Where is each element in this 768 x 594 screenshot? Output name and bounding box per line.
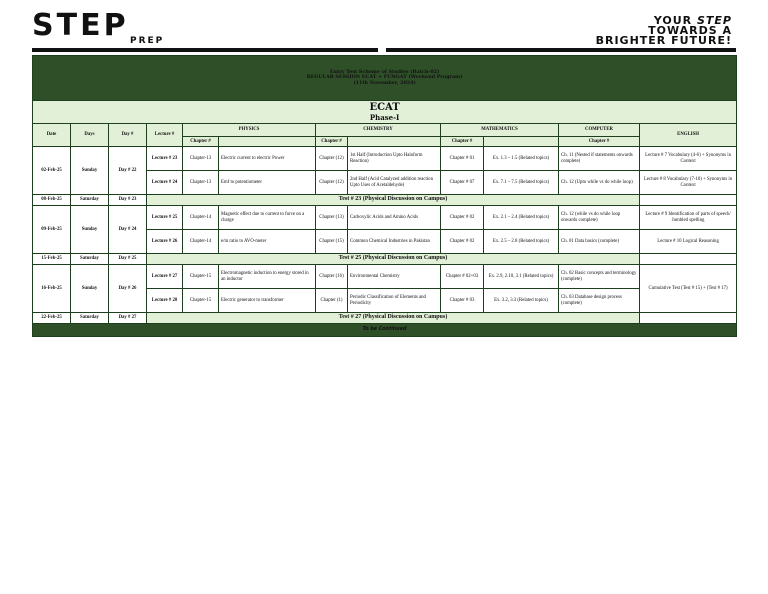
title-cell <box>33 56 737 101</box>
chemistry-chapter-cell: Chapter (1) <box>316 289 348 313</box>
chemistry-chapter-cell: Chapter (12) <box>316 147 348 171</box>
day-number-cell: Day # 22 <box>109 147 147 195</box>
mathematics-chapter-header: Chapter # <box>441 137 484 147</box>
col-header-lecture: Lecture # <box>147 124 183 147</box>
computer-cell: Ch. 01 Data basics (complete) <box>559 230 640 254</box>
tagline-part-2: STEP <box>696 14 732 27</box>
mathematics-chapter-cell: Chapter # 07 <box>441 171 484 195</box>
lecture-cell: Lecture # 25 <box>147 206 183 230</box>
day-cell: Saturday <box>71 195 109 206</box>
col-header-days: Days <box>71 124 109 147</box>
test-cell: Test # 27 (Physical Discussion on Campus) <box>147 313 640 324</box>
day-cell: Sunday <box>71 147 109 195</box>
col-header-computer: COMPUTER <box>559 124 640 137</box>
title-line-3: (11th November, 2024) <box>353 79 416 86</box>
computer-cell: Ch. 12 (Upto while vs do while loop) <box>559 171 640 195</box>
physics-chapter-cell: Chapter-15 <box>183 289 219 313</box>
page-header <box>32 8 736 54</box>
tagline <box>596 16 732 46</box>
date-cell: 02-Feb-25 <box>33 147 71 195</box>
col-header-date: Date <box>33 124 71 147</box>
mathematics-topic-cell: Ex. 2.5 – 2.8 (Related topics) <box>484 230 559 254</box>
english-cell: Lecture # 7 Vocabulary (4-6) + Synonyms in Context <box>640 147 737 171</box>
computer-cell: Ch. 03 Database design process (complete) <box>559 289 640 313</box>
lecture-cell: Lecture # 24 <box>147 171 183 195</box>
chemistry-chapter-cell: Chapter (16) <box>316 265 348 289</box>
physics-topic-cell: e/m ratio to AVO-meter <box>219 230 316 254</box>
mathematics-topic-cell: Ex. 3.2, 3.3 (Related topics) <box>484 289 559 313</box>
chemistry-topic-header <box>348 137 441 147</box>
computer-cell: Ch. 02 Basic concepts and terminology (complete) <box>559 265 640 289</box>
col-header-day-no: Day # <box>109 124 147 147</box>
physics-chapter-cell: Chapter-14 <box>183 230 219 254</box>
english-cell <box>640 254 737 265</box>
section-phase: Phase-I <box>369 113 400 122</box>
mathematics-topic-cell: Ex. 7.1 – 7.5 (Related topics) <box>484 171 559 195</box>
schedule-table <box>32 55 737 337</box>
header-row-1 <box>33 124 737 137</box>
chemistry-chapter-cell: Chapter (15) <box>316 230 348 254</box>
computer-cell: Ch. 12 (while vs do while loop onwards complete) <box>559 206 640 230</box>
english-cell: Lecture # 10 Logical Reasoning <box>640 230 737 254</box>
col-header-mathematics: MATHEMATICS <box>441 124 559 137</box>
chemistry-topic-cell: 2nd Half (Acid Catalyzed addition reaction Upto Uses of Acetaldehyde) <box>348 171 441 195</box>
english-cell: Lecture # 9 Identification of parts of speech/ Jumbled spelling <box>640 206 737 230</box>
col-header-chemistry: CHEMISTRY <box>316 124 441 137</box>
physics-chapter-header: Chapter # <box>183 137 219 147</box>
table-row <box>33 206 737 230</box>
physics-topic-header <box>219 137 316 147</box>
title-line-2: REGULAR SESSION ECAT + FUNGAT (Weekend Program) <box>306 74 463 81</box>
mathematics-chapter-cell: Chapter # 02 <box>441 230 484 254</box>
header-rule-right <box>386 48 736 52</box>
mathematics-chapter-cell: Chapter # 03 <box>441 289 484 313</box>
date-cell: 09-Feb-25 <box>33 206 71 254</box>
table-row <box>33 265 737 289</box>
tagline-part-3: TOWARDS A <box>648 24 732 37</box>
chemistry-topic-cell: Carboxylic Acids and Amino Acids <box>348 206 441 230</box>
mathematics-topic-header <box>484 137 559 147</box>
chemistry-chapter-header: Chapter # <box>316 137 348 147</box>
footer-row <box>33 324 737 337</box>
chemistry-topic-cell: Environmental Chemistry <box>348 265 441 289</box>
mathematics-chapter-cell: Chapter # 01 <box>441 147 484 171</box>
physics-topic-cell: Electric generator to transformer <box>219 289 316 313</box>
lecture-cell: Lecture # 27 <box>147 265 183 289</box>
physics-topic-cell: Electromagnetic induction to energy stored in an inductor <box>219 265 316 289</box>
title-line-1: Entry Test Scheme of Studies (Batch-02) <box>329 68 440 75</box>
table-row <box>33 195 737 206</box>
physics-chapter-cell: Chapter-15 <box>183 265 219 289</box>
date-cell: 16-Feb-25 <box>33 265 71 313</box>
mathematics-topic-cell: Ex. 1.3 – 1.5 (Related topics) <box>484 147 559 171</box>
physics-chapter-cell: Chapter-13 <box>183 147 219 171</box>
day-number-cell: Day # 24 <box>109 206 147 254</box>
section-name: ECAT <box>369 102 400 113</box>
lecture-cell: Lecture # 26 <box>147 230 183 254</box>
physics-chapter-cell: Chapter-14 <box>183 206 219 230</box>
mathematics-topic-cell: Ex. 2.9, 2.10, 3.1 (Related topics) <box>484 265 559 289</box>
step-prep-logo <box>32 8 292 48</box>
test-cell: Test # 25 (Physical Discussion on Campus) <box>147 254 640 265</box>
tagline-part-1: YOUR <box>653 14 693 27</box>
english-cell <box>640 313 737 324</box>
table-row <box>33 147 737 171</box>
logo-subtext: PREP <box>130 36 165 46</box>
lecture-cell: Lecture # 23 <box>147 147 183 171</box>
footer-cell: To be Continued <box>33 324 737 337</box>
mathematics-topic-cell: Ex. 2.1 – 2.4 (Related topics) <box>484 206 559 230</box>
date-cell: 08-Feb-25 <box>33 195 71 206</box>
date-cell: 22-Feb-25 <box>33 313 71 324</box>
lecture-cell: Lecture # 28 <box>147 289 183 313</box>
day-cell: Sunday <box>71 206 109 254</box>
chemistry-chapter-cell: Chapter (13) <box>316 206 348 230</box>
table-row <box>33 254 737 265</box>
header-rule-left <box>32 48 378 52</box>
section-row <box>33 101 737 124</box>
date-cell: 15-Feb-25 <box>33 254 71 265</box>
chemistry-topic-cell: Common Chemical Industries in Pakistan <box>348 230 441 254</box>
computer-chapter-header: Chapter # <box>559 137 640 147</box>
col-header-physics: PHYSICS <box>183 124 316 137</box>
section-cell <box>33 101 737 124</box>
col-header-english: ENGLISH <box>640 124 737 147</box>
day-number-cell: Day # 27 <box>109 313 147 324</box>
mathematics-chapter-cell: Chapter # 02+03 <box>441 265 484 289</box>
chemistry-topic-cell: 1st Half (Introduction Upto Haloform Reaction) <box>348 147 441 171</box>
english-cell <box>640 195 737 206</box>
computer-cell: Ch. 11 (Nested if statements onwards complete) <box>559 147 640 171</box>
english-cell: Lecture # 8 Vocabulary (7-10) + Synonyms in Context <box>640 171 737 195</box>
mathematics-chapter-cell: Chapter # 02 <box>441 206 484 230</box>
physics-chapter-cell: Chapter-13 <box>183 171 219 195</box>
day-number-cell: Day # 25 <box>109 254 147 265</box>
physics-topic-cell: Emf to potentiometer <box>219 171 316 195</box>
day-number-cell: Day # 23 <box>109 195 147 206</box>
day-cell: Sunday <box>71 265 109 313</box>
logo-text: STEP <box>32 8 129 43</box>
physics-topic-cell: Electric current to electric Power <box>219 147 316 171</box>
chemistry-chapter-cell: Chapter (12) <box>316 171 348 195</box>
test-cell: Test # 23 (Physical Discussion on Campus) <box>147 195 640 206</box>
day-cell: Saturday <box>71 313 109 324</box>
physics-topic-cell: Magnetic effect due to current to force on a charge <box>219 206 316 230</box>
table-row <box>33 313 737 324</box>
day-number-cell: Day # 26 <box>109 265 147 313</box>
english-cell: Cumulative Test (Test # 15) + (Test # 17) <box>640 265 737 313</box>
tagline-part-4: BRIGHTER FUTURE! <box>595 34 732 47</box>
chemistry-topic-cell: Periodic Classification of Elements and Periodicity <box>348 289 441 313</box>
title-row <box>33 56 737 101</box>
day-cell: Saturday <box>71 254 109 265</box>
